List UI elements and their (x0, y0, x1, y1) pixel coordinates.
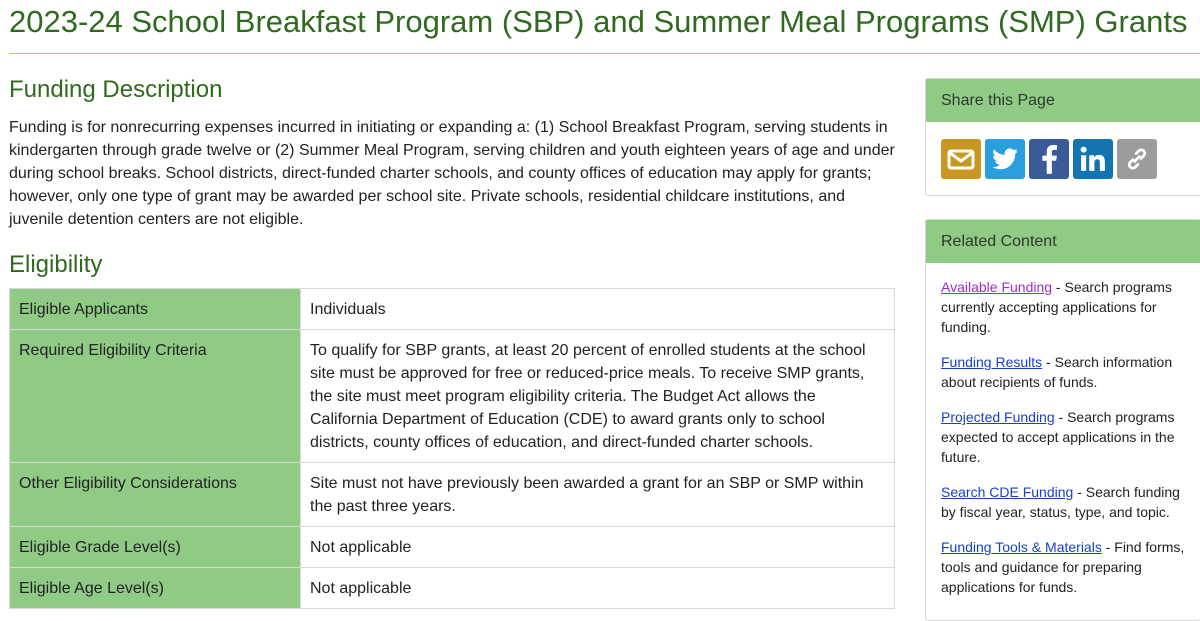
twitter-icon (991, 145, 1019, 173)
related-item-description: - Search programs expected to accept applications in the future. (941, 409, 1175, 465)
eligibility-label: Eligible Age Level(s) (10, 568, 301, 609)
available-funding-link[interactable]: Available Funding (941, 279, 1053, 295)
eligibility-label: Eligible Grade Level(s) (10, 527, 301, 568)
related-item-description: - Search information about recipients of funds. (941, 354, 1173, 390)
eligibility-value: Not applicable (301, 568, 895, 609)
eligibility-label: Other Eligibility Considerations (10, 463, 301, 527)
share-panel (925, 78, 1200, 196)
email-share-button[interactable] (941, 139, 981, 179)
related-item-description: - Search programs currently accepting applications for funding. (941, 279, 1172, 335)
list-item (941, 482, 1185, 522)
eligibility-value: To qualify for SBP grants, at least 20 percent of enrolled students at the school site must be approved for free or reduced-price meals. To receive SMP grants, the site must meet program eligibility criteria. The Budget Act allows the California Department of Education (CDE) to award grants only to school districts, county offices of education, and direct-funded charter schools. (301, 330, 895, 463)
related-content-panel (925, 219, 1200, 621)
share-panel-heading: Share this Page (926, 79, 1200, 122)
twitter-share-button[interactable] (985, 139, 1025, 179)
funding-tools-materials-link[interactable]: Funding Tools & Materials (941, 539, 1102, 555)
funding-results-link[interactable]: Funding Results (941, 354, 1043, 370)
table-row (10, 463, 895, 527)
funding-description-section (9, 74, 895, 231)
eligibility-label: Eligible Applicants (10, 289, 301, 330)
email-icon (946, 144, 976, 174)
search-cde-funding-link[interactable]: Search CDE Funding (941, 484, 1074, 500)
list-item (941, 537, 1185, 597)
facebook-share-button[interactable] (1029, 139, 1069, 179)
eligibility-value: Not applicable (301, 527, 895, 568)
funding-description-heading: Funding Description (9, 76, 223, 103)
eligibility-table (9, 288, 895, 609)
list-item (941, 352, 1185, 392)
eligibility-heading: Eligibility (9, 251, 103, 278)
related-item-description: - Search funding by fiscal year, status, type, and topic. (941, 484, 1180, 520)
eligibility-value: Individuals (301, 289, 895, 330)
link-icon (1123, 145, 1151, 173)
table-row (10, 568, 895, 609)
related-item-description: - Find forms, tools and guidance for preparing applications for funds. (941, 539, 1185, 595)
table-row (10, 289, 895, 330)
share-icons (926, 122, 1200, 179)
copy-link-button[interactable] (1117, 139, 1157, 179)
related-content-list (926, 263, 1200, 597)
linkedin-share-button[interactable] (1073, 139, 1113, 179)
table-row (10, 527, 895, 568)
title-divider (9, 53, 1200, 54)
projected-funding-link[interactable]: Projected Funding (941, 409, 1055, 425)
funding-description-text: Funding is for nonrecurring expenses incurred in initiating or expanding a: (1) School Breakfast Program, serving students in kindergarten through grade twelve or (2) Summer Meal Program, serving children and youth eighteen years of age and under during school breaks. School districts, direct-funded charter schools, and county offices of education may apply for grants; however, only one type of grant may be awarded per school site. Private schools, residential childcare institutions, and juvenile detention centers are not eligible. (9, 119, 895, 228)
list-item (941, 407, 1185, 467)
table-row (10, 330, 895, 463)
facebook-icon (1035, 143, 1063, 175)
page-title: 2023-24 School Breakfast Program (SBP) and Summer Meal Programs (SMP) Grants (9, 4, 1188, 39)
eligibility-value: Site must not have previously been awarded a grant for an SBP or SMP within the past three years. (301, 463, 895, 527)
list-item (941, 277, 1185, 337)
linkedin-icon (1078, 144, 1108, 174)
related-content-heading: Related Content (926, 220, 1200, 263)
eligibility-label: Required Eligibility Criteria (10, 330, 301, 463)
